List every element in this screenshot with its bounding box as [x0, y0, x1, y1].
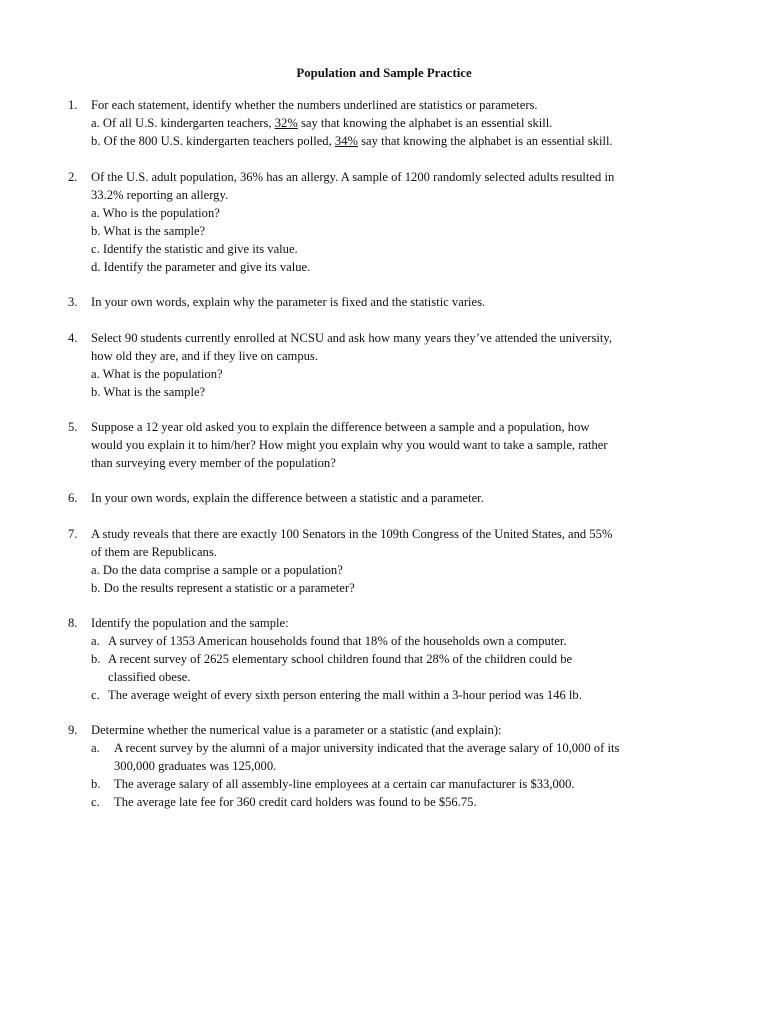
page-title: Population and Sample Practice	[296, 66, 472, 80]
sub-item-c: c. Identify the statistic and give its value.	[91, 242, 298, 256]
question-1	[68, 96, 728, 150]
sub-item-b: b. Of the 800 U.S. kindergarten teachers polled, 34% say that knowing the alphabet is an essential skill.	[91, 134, 613, 148]
question-7	[68, 525, 728, 597]
sub-item-b	[91, 775, 728, 793]
sub-item-d: d. Identify the parameter and give its value.	[91, 260, 311, 274]
question-number: 1.	[68, 98, 78, 112]
question-text: Suppose a 12 year old asked you to explain the difference between a sample and a population, how	[91, 420, 590, 434]
question-text: of them are Republicans.	[91, 545, 217, 559]
question-text: Of the U.S. adult population, 36% has an allergy. A sample of 1200 randomly selected adults resulted in	[91, 170, 615, 184]
question-text: Identify the population and the sample:	[91, 616, 289, 630]
question-text: how old they are, and if they live on campus.	[91, 349, 318, 363]
sub-item-b: b. What is the sample?	[91, 224, 206, 238]
sub-item-c	[91, 793, 728, 811]
question-text: In your own words, explain why the parameter is fixed and the statistic varies.	[91, 295, 486, 309]
question-8	[68, 614, 728, 704]
question-3	[68, 293, 728, 311]
sub-item-label: c.	[91, 795, 100, 809]
sub-item-text: The average salary of all assembly-line employees at a certain car manufacturer is $33,000.	[114, 777, 575, 791]
question-text: 33.2% reporting an allergy.	[91, 188, 229, 202]
sub-item-label: a.	[91, 741, 100, 755]
question-number: 5.	[68, 420, 78, 434]
sub-item-b: b. What is the sample?	[91, 385, 206, 399]
sub-item-a: a. What is the population?	[91, 367, 223, 381]
sub-item-label: b.	[91, 777, 101, 791]
underlined-value: 32%	[274, 116, 298, 130]
sub-item-text: The average weight of every sixth person entering the mall within a 3-hour period was 146 lb.	[108, 688, 582, 702]
question-5	[68, 418, 728, 472]
question-text: than surveying every member of the population?	[91, 456, 336, 470]
question-number: 7.	[68, 527, 78, 541]
question-2	[68, 168, 728, 276]
underlined-value: 34%	[334, 134, 358, 148]
question-6	[68, 489, 728, 507]
sub-item-label: c.	[91, 688, 100, 702]
sub-item-b	[91, 650, 728, 686]
sub-item-text: The average late fee for 360 credit card holders was found to be $56.75.	[114, 795, 477, 809]
sub-item-a: a. Of all U.S. kindergarten teachers, 32% say that knowing the alphabet is an essential skill.	[91, 116, 553, 130]
sub-item-a	[91, 739, 728, 775]
question-number: 6.	[68, 491, 78, 505]
question-number: 4.	[68, 331, 78, 345]
question-text: For each statement, identify whether the numbers underlined are statistics or parameters.	[91, 98, 538, 112]
question-number: 8.	[68, 616, 78, 630]
sub-item-label: b.	[91, 652, 101, 666]
question-text: Select 90 students currently enrolled at NCSU and ask how many years they’ve attended the university,	[91, 331, 612, 345]
sub-item-text: A survey of 1353 American households found that 18% of the households own a computer.	[108, 634, 567, 648]
question-text: would you explain it to him/her? How might you explain why you would want to take a sample, rather	[91, 438, 608, 452]
sub-item-text: A recent survey of 2625 elementary school children found that 28% of the children could be classified obese.	[108, 652, 573, 684]
question-text: In your own words, explain the difference between a statistic and a parameter.	[91, 491, 484, 505]
question-4	[68, 329, 728, 401]
question-number: 9.	[68, 723, 78, 737]
question-number: 2.	[68, 170, 78, 184]
sub-item-text: A recent survey by the alumni of a major university indicated that the average salary of 10,000 of its 300,000 graduates was 125,000.	[114, 741, 620, 773]
question-number: 3.	[68, 295, 78, 309]
question-text: Determine whether the numerical value is a parameter or a statistic (and explain):	[91, 723, 502, 737]
question-text: A study reveals that there are exactly 100 Senators in the 109th Congress of the United States, and 55%	[91, 527, 613, 541]
sub-item-a: a. Who is the population?	[91, 206, 220, 220]
sub-item-c	[91, 686, 728, 704]
question-9	[68, 721, 728, 811]
sub-item-a: a. Do the data comprise a sample or a population?	[91, 563, 343, 577]
sub-item-a	[91, 632, 728, 650]
sub-item-label: a.	[91, 634, 100, 648]
sub-item-b: b. Do the results represent a statistic or a parameter?	[91, 581, 355, 595]
